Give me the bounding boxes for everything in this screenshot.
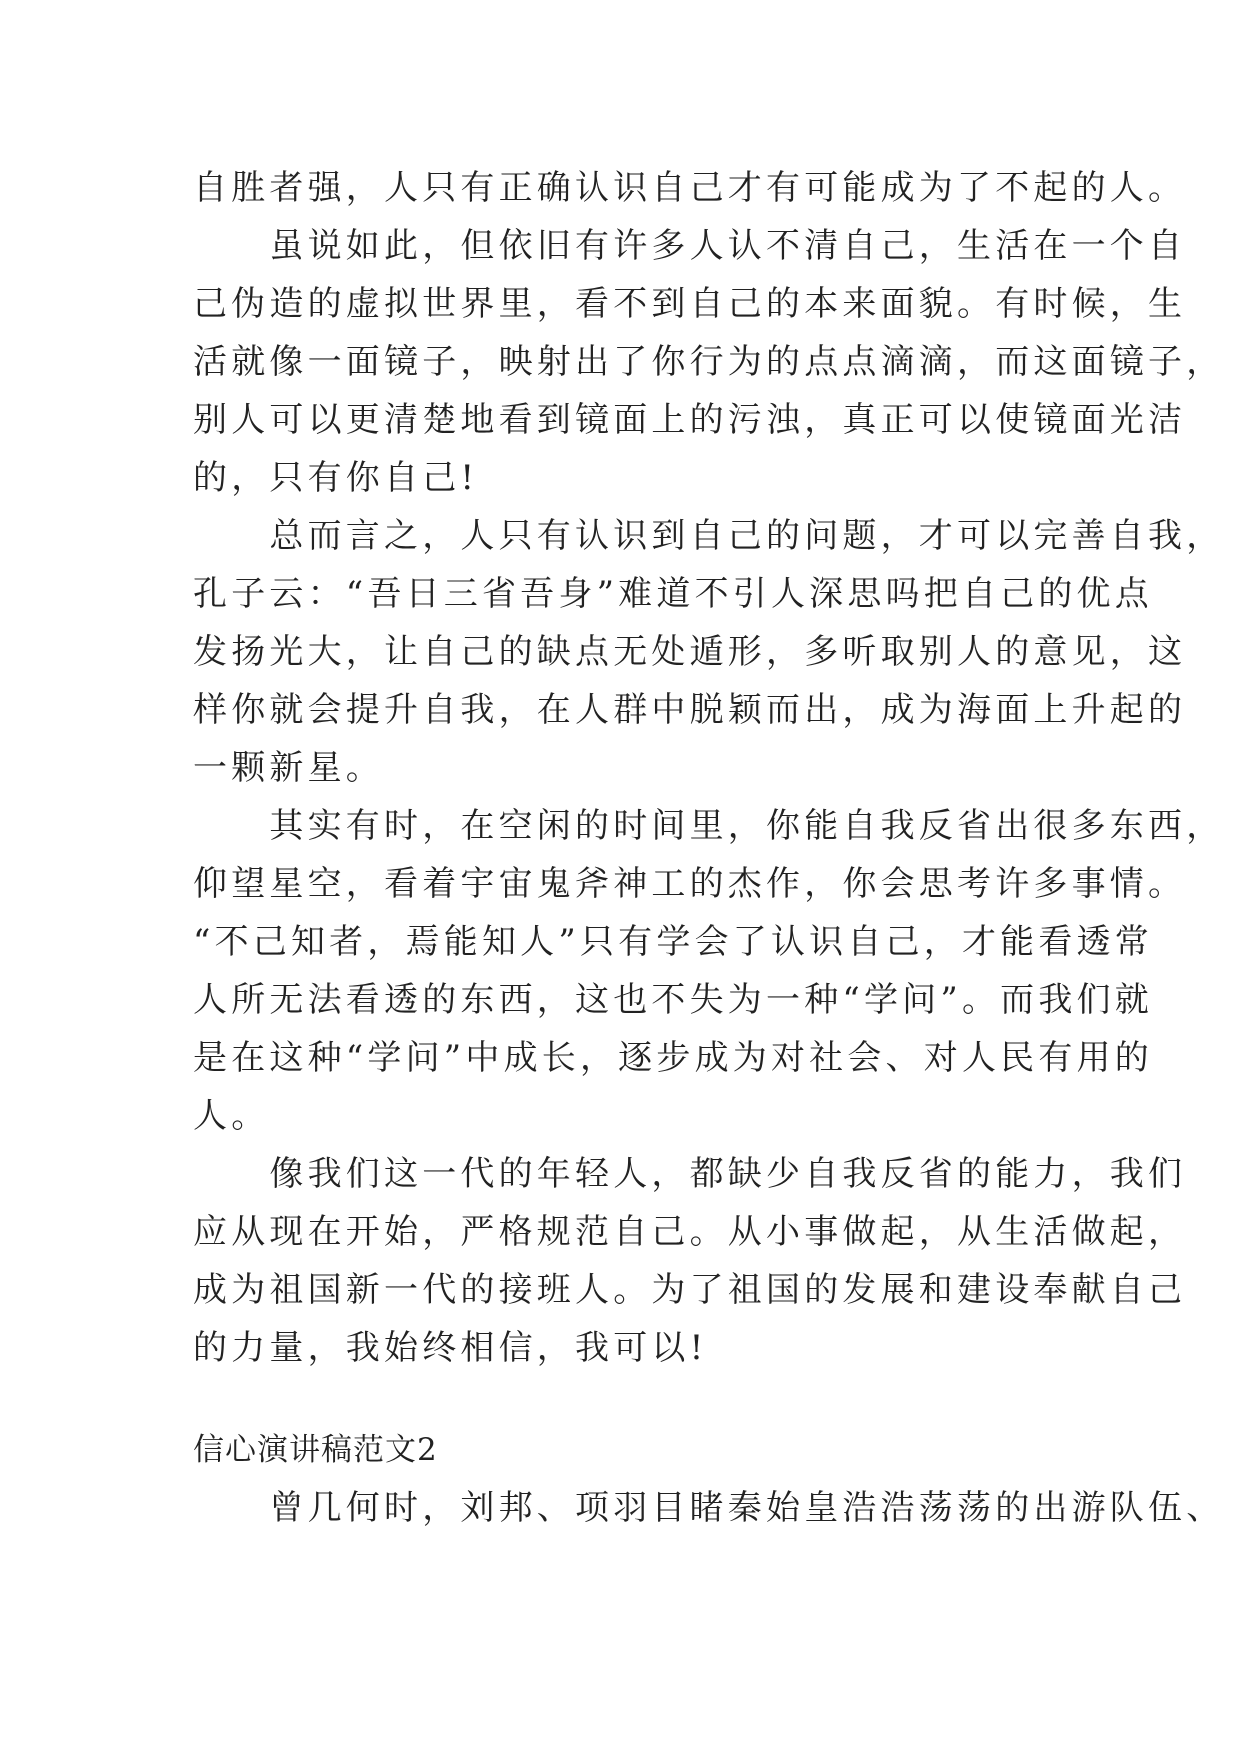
paragraph-line: 仰望星空，看着宇宙鬼斧神工的杰作，你会思考许多事情。: [193, 864, 1187, 904]
paragraph-line: “不己知者，焉能知人”只有学会了认识自己，才能看透常: [193, 922, 1153, 962]
paragraph-line: 己伪造的虚拟世界里，看不到自己的本来面貌。有时候，生: [193, 284, 1187, 324]
paragraph-line: 的力量，我始终相信，我可以!: [193, 1328, 708, 1368]
paragraph-line: 一颗新星。: [193, 748, 384, 788]
paragraph-line: 活就像一面镜子，映射出了你行为的点点滴滴，而这面镜子，: [193, 342, 1225, 382]
paragraph-line: 其实有时，在空闲的时间里，你能自我反省出很多东西，: [193, 806, 1225, 846]
paragraph-line: 的，只有你自己!: [193, 458, 479, 498]
paragraph-line: 样你就会提升自我，在人群中脱颖而出，成为海面上升起的: [193, 690, 1187, 730]
paragraph-line: 像我们这一代的年轻人，都缺少自我反省的能力，我们: [193, 1154, 1187, 1194]
paragraph-line: 虽说如此，但依旧有许多人认不清自己，生活在一个自: [193, 226, 1187, 266]
paragraph-line: 人所无法看透的东西，这也不失为一种“学问”。而我们就: [193, 980, 1153, 1020]
paragraph-line: 孔子云：“吾日三省吾身”难道不引人深思吗把自己的优点: [193, 574, 1153, 614]
paragraph-line: 曾几何时，刘邦、项羽目睹秦始皇浩浩荡荡的出游队伍、: [193, 1488, 1225, 1528]
paragraph-line: 自胜者强，人只有正确认识自己才有可能成为了不起的人。: [193, 168, 1187, 208]
paragraph-line: 总而言之，人只有认识到自己的问题，才可以完善自我，: [193, 516, 1225, 556]
paragraph-line: 是在这种“学问”中成长，逐步成为对社会、对人民有用的: [193, 1038, 1153, 1078]
paragraph-line: 发扬光大，让自己的缺点无处遁形，多听取别人的意见，这: [193, 632, 1187, 672]
paragraph-line: 别人可以更清楚地看到镜面上的污浊，真正可以使镜面光洁: [193, 400, 1187, 440]
paragraph-line: 人。: [193, 1096, 270, 1136]
paragraph-line: 应从现在开始，严格规范自己。从小事做起，从生活做起，: [193, 1212, 1187, 1252]
section-title: 信心演讲稿范文2: [193, 1432, 438, 1468]
paragraph-line: 成为祖国新一代的接班人。为了祖国的发展和建设奉献自己: [193, 1270, 1187, 1310]
